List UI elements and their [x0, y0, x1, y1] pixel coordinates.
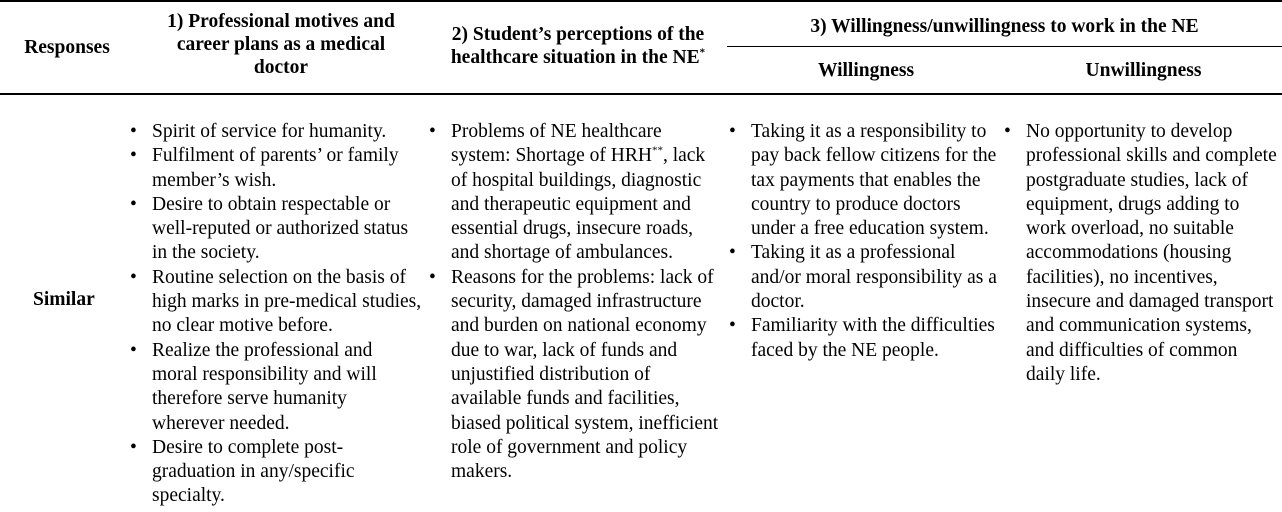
header-willingness: Willingness: [817, 60, 915, 81]
header-col3: 3) Willingness/unwillingness to work in the NE: [810, 16, 1199, 37]
list-item: • Reasons for the problems: lack of security, damaged infrastructure and burden on national economy due to war, lack of funds and unjustified distribution of available funds and facilities, biased political system, inefficient role of government and policy makers.: [451, 266, 723, 485]
top-rule: [0, 0, 1282, 2]
col2-list: [451, 120, 723, 484]
col2-item1-a: Problems of NE healthcare system: Shortage of HRH: [451, 121, 662, 167]
list-item: • Taking it as a responsibility to pay back fellow citizens for the tax payments that enables the country to produce doctors under a free education system.: [751, 120, 1001, 241]
header-col2: [430, 23, 726, 69]
header-col1: 1) Professional motives and career plans as a medical doctor: [167, 11, 395, 78]
list-item: • Desire to obtain respectable or well-reputed or authorized status in the society.: [152, 193, 422, 266]
col2-item1-sup: **: [651, 144, 663, 157]
col3a-list: [751, 120, 1001, 363]
list-item: • No opportunity to develop professional skills and complete postgraduate studies, lack of equipment, drugs adding to work overload, no suitable accommodations (housing facilities), no incentives, insecure and damaged transport and communication systems, and difficulties of common daily life.: [1026, 120, 1278, 387]
list-item: • Fulfilment of parents’ or family member’s wish.: [152, 144, 422, 193]
list-item: [451, 120, 723, 266]
header-responses: Responses: [24, 37, 110, 58]
list-item: • Familiarity with the difficulties faced by the NE people.: [751, 314, 1001, 363]
list-item: • Spirit of service for humanity.: [152, 120, 422, 144]
header-bottom-rule: [0, 93, 1282, 95]
list-item: • Desire to complete post-graduation in any/specific specialty.: [152, 436, 422, 509]
col2-item1-b: , lack of hospital buildings, diagnostic and therapeutic equipment and essential drugs, insecure roads, and shortage of ambulances.: [451, 145, 706, 264]
list-item: • Routine selection on the basis of high marks in pre-medical studies, no clear motive before.: [152, 266, 422, 339]
row-label-similar: Similar: [33, 289, 95, 310]
col1-list: [152, 120, 422, 509]
list-item: • Realize the professional and moral responsibility and will therefore serve humanity wherever needed.: [152, 339, 422, 436]
header-unwillingness: Unwillingness: [1085, 60, 1202, 81]
header-mid-rule: [727, 46, 1282, 47]
header-col2-text: 2) Student’s perceptions of the healthcare situation in the NE: [450, 24, 705, 68]
col3b-list: [1026, 120, 1278, 387]
list-item: • Taking it as a professional and/or moral responsibility as a doctor.: [751, 241, 1001, 314]
header-col2-sup: *: [699, 46, 706, 59]
